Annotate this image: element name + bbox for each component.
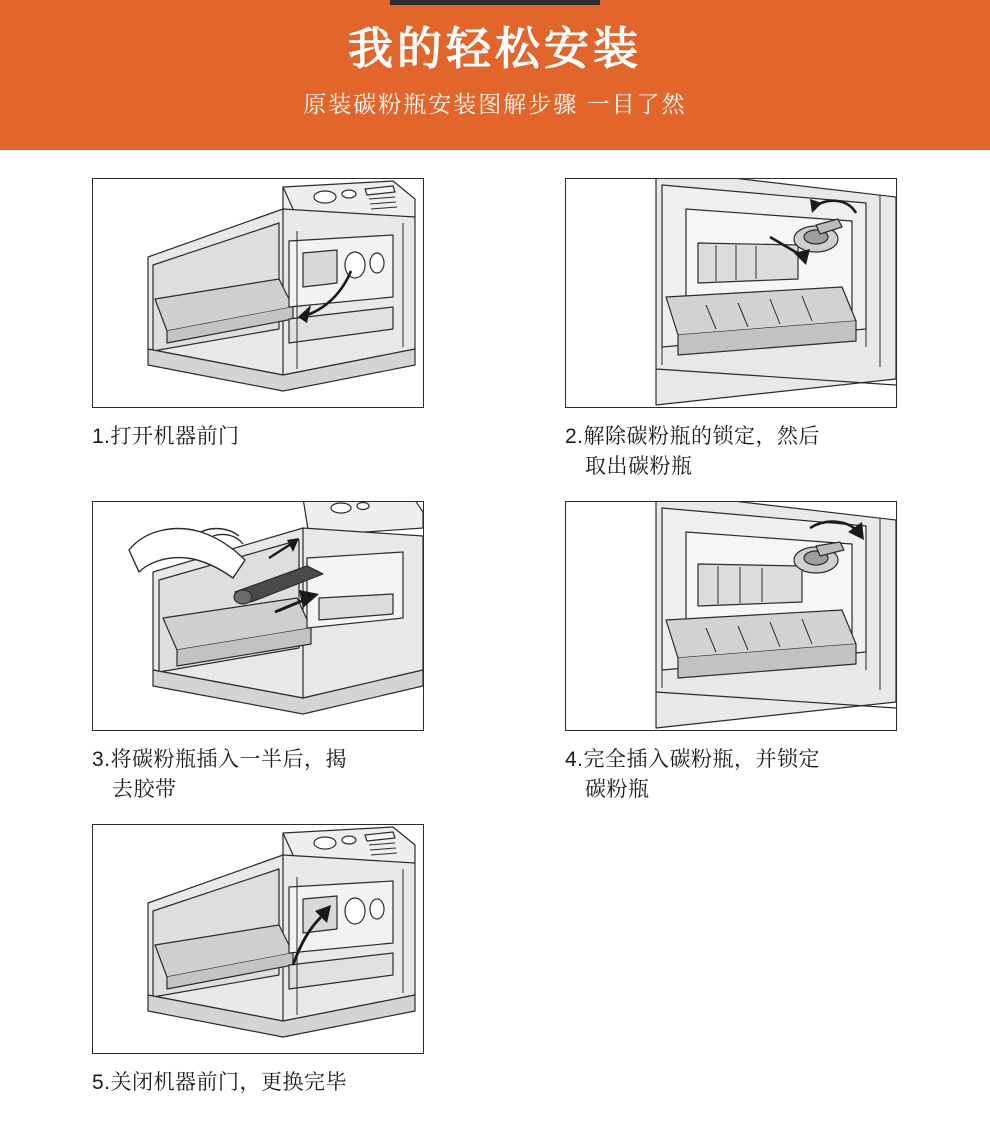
step-text-line1: 完全插入碳粉瓶，并锁定 <box>583 747 821 771</box>
step-text-line1: 打开机器前门 <box>110 425 240 448</box>
step-caption <box>92 422 432 452</box>
step-text-line1: 将碳粉瓶插入一半后，揭 <box>110 747 348 771</box>
step-text-line1: 解除碳粉瓶的锁定，然后 <box>583 425 821 448</box>
step-index: 1. <box>92 425 111 448</box>
step-caption <box>92 745 432 806</box>
step-index: 3. <box>92 747 111 771</box>
page-title: 我的轻松安装 <box>347 23 642 74</box>
step-item <box>495 178 990 501</box>
figure-printer-insert-half-remove-tape <box>92 501 424 731</box>
step-index: 2. <box>565 425 584 448</box>
figure-printer-close-front-door <box>92 824 424 1054</box>
step-text-line2: 取出碳粉瓶 <box>585 455 693 479</box>
step-item <box>0 824 495 1116</box>
step-caption <box>565 422 905 483</box>
installation-steps <box>0 150 990 1116</box>
figure-printer-unlock-toner-bottle <box>565 178 897 408</box>
step-item <box>495 501 990 824</box>
page-subtitle: 原装碳粉瓶安装图解步骤 一目了然 <box>303 91 687 117</box>
step-index: 4. <box>565 747 584 771</box>
step-index: 5. <box>92 1070 111 1094</box>
step-item <box>0 501 495 824</box>
step-caption <box>565 745 905 806</box>
step-text-line2: 去胶带 <box>112 778 177 802</box>
step-caption <box>92 1068 432 1098</box>
step-text-line1: 关闭机器前门，更换完毕 <box>110 1070 348 1094</box>
page-header-banner <box>0 0 990 150</box>
banner-top-rule <box>390 0 600 5</box>
figure-printer-open-front-door <box>92 178 424 408</box>
figure-printer-insert-full-and-lock <box>565 501 897 731</box>
step-text-line2: 碳粉瓶 <box>585 778 650 802</box>
step-item <box>0 178 495 501</box>
